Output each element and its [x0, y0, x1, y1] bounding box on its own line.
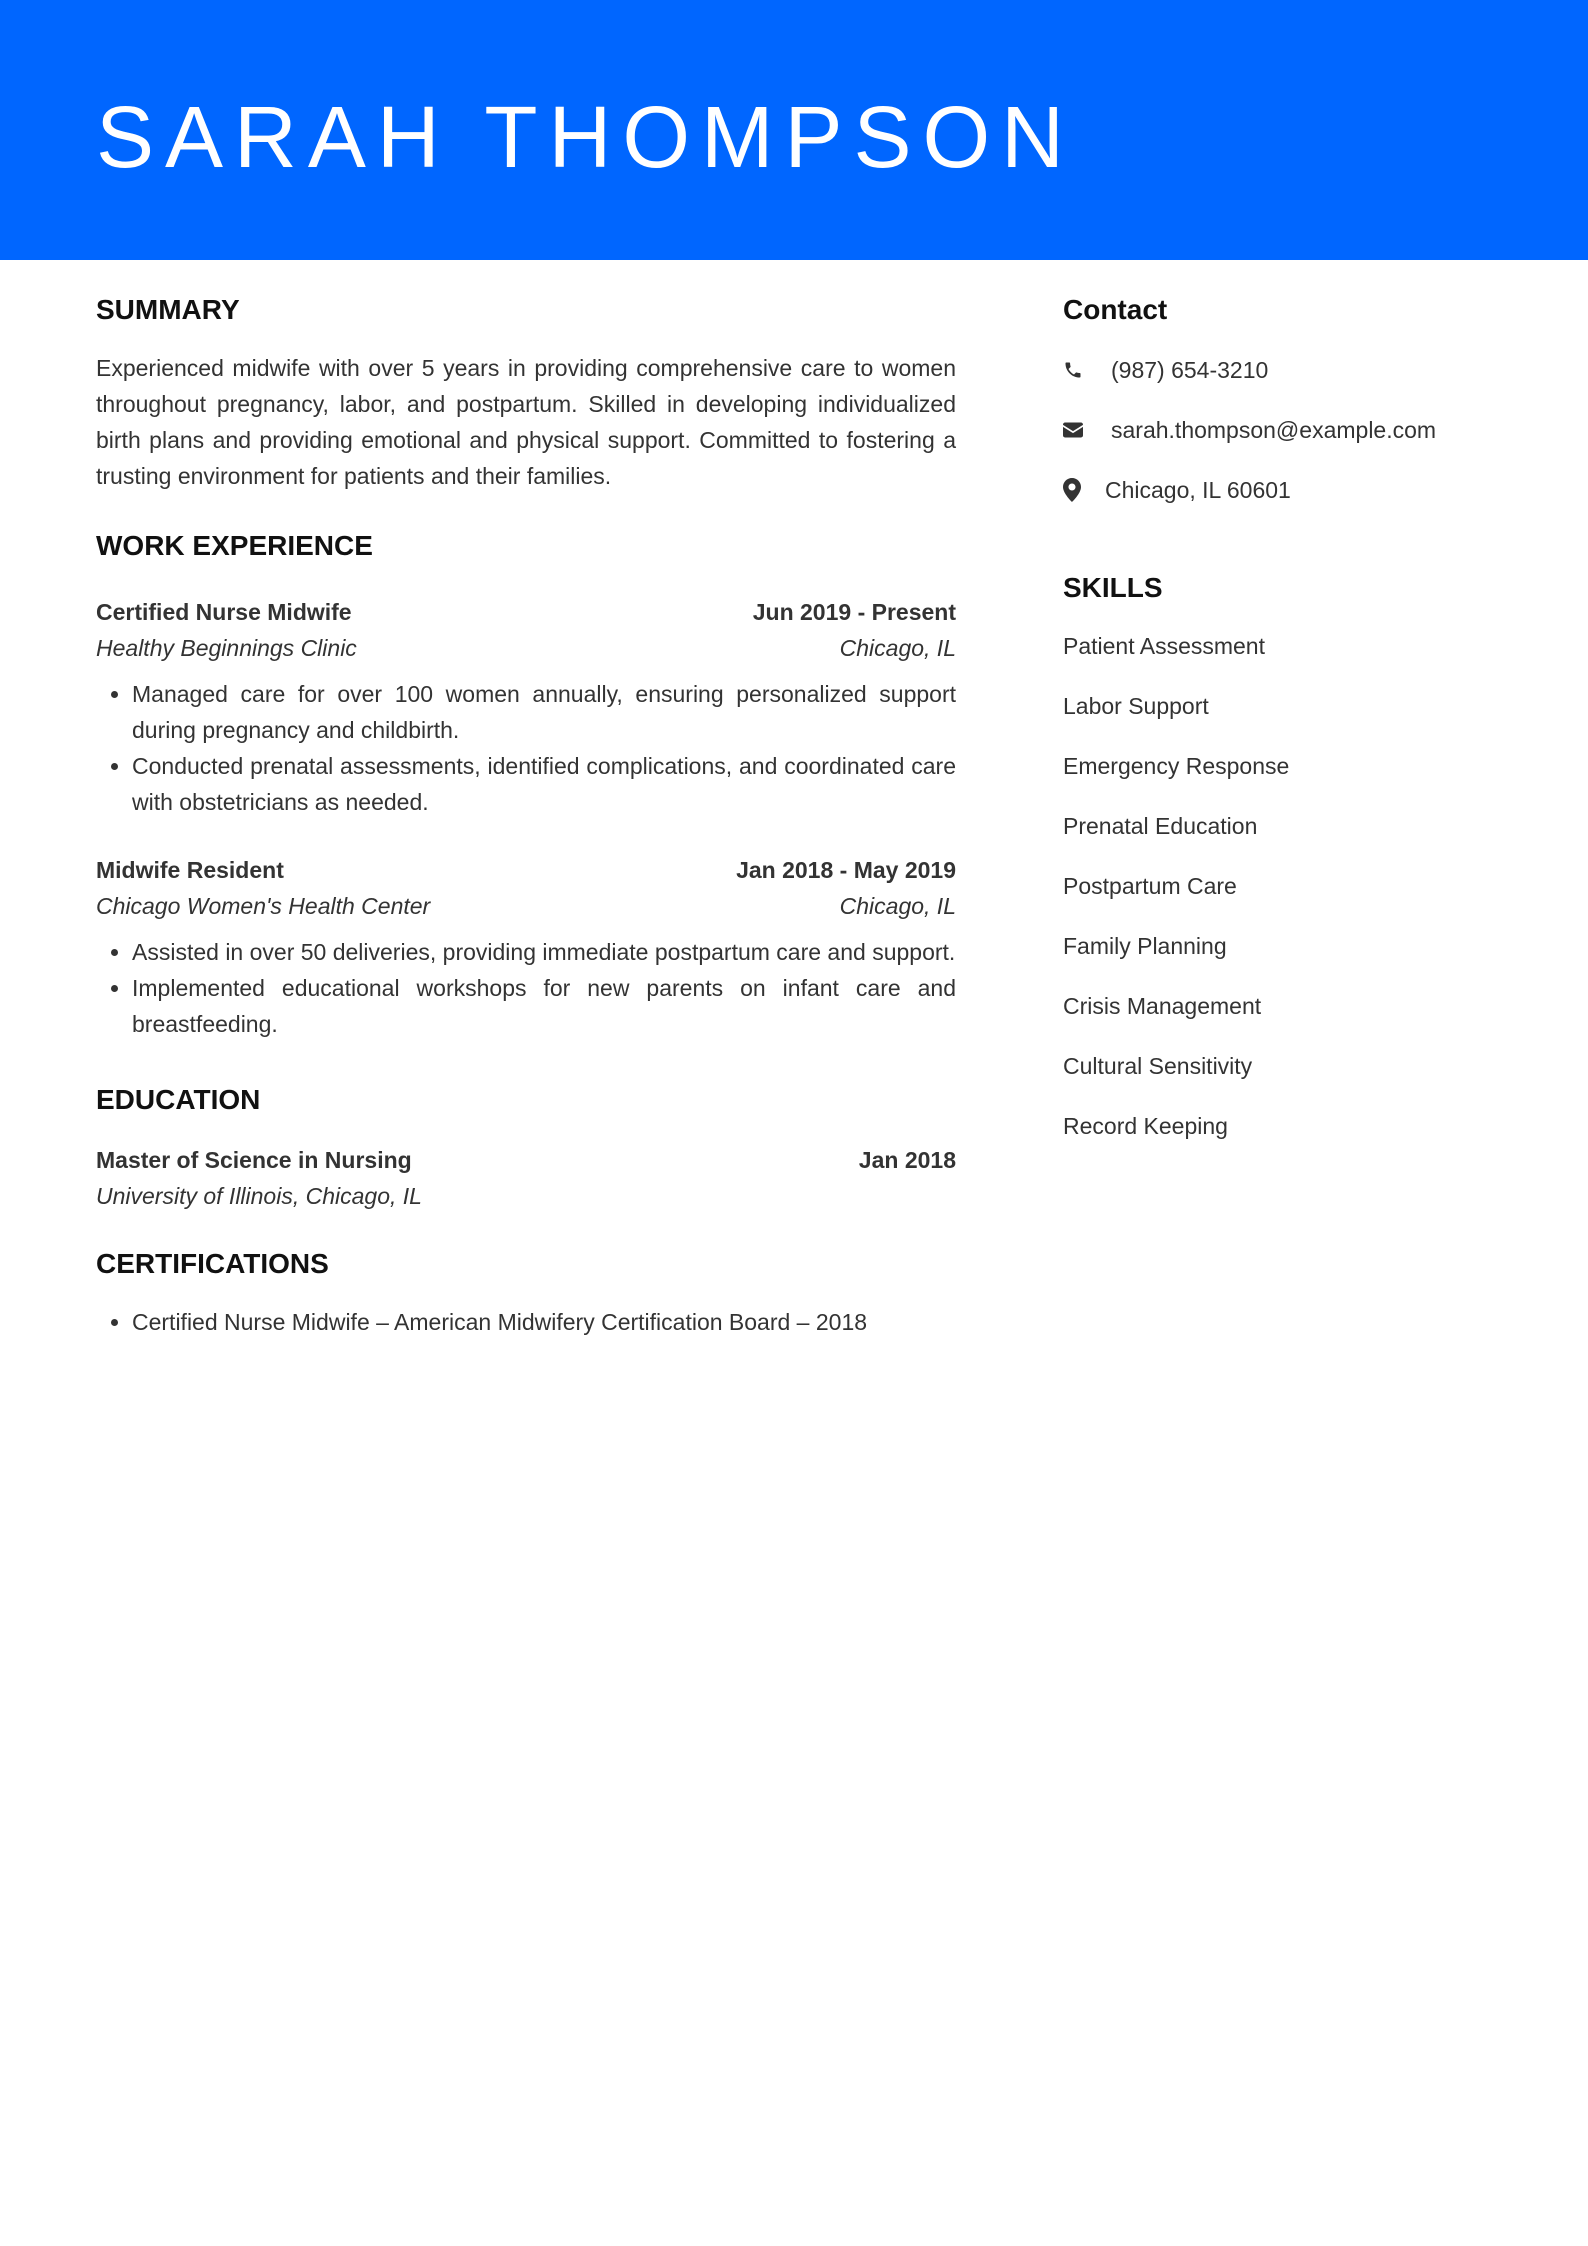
envelope-icon	[1063, 418, 1083, 442]
job-organization: Healthy Beginnings Clinic	[96, 635, 357, 661]
job-title: Certified Nurse Midwife	[96, 599, 352, 625]
skill-item: Prenatal Education	[1063, 813, 1258, 839]
skills-section	[1063, 568, 1503, 1144]
summary-section	[96, 290, 956, 494]
job-location: Chicago, IL	[839, 635, 956, 661]
job-bullet: • Implemented educational workshops for new parents on infant care and breastfeeding.	[132, 970, 956, 1042]
education-section	[96, 1080, 956, 1214]
phone-number: (987) 654-3210	[1111, 357, 1269, 383]
contact-heading: Contact	[1063, 294, 1168, 325]
job-title: Midwife Resident	[96, 857, 284, 883]
location-text: Chicago, IL 60601	[1105, 477, 1291, 503]
header-banner	[0, 0, 1588, 260]
certifications-section	[96, 1244, 956, 1340]
contact-phone	[1063, 352, 1503, 388]
work-experience-heading: WORK EXPERIENCE	[96, 530, 373, 561]
skill-item: Record Keeping	[1063, 1113, 1228, 1139]
job-organization: Chicago Women's Health Center	[96, 893, 431, 919]
main-column	[96, 290, 956, 1340]
map-pin-icon	[1063, 478, 1083, 502]
skill-item: Family Planning	[1063, 933, 1227, 959]
skills-list	[1063, 628, 1503, 1144]
graduation-date: Jan 2018	[858, 1147, 956, 1173]
phone-icon	[1063, 358, 1083, 382]
skill-item: Labor Support	[1063, 693, 1209, 719]
skill-item: Cultural Sensitivity	[1063, 1053, 1253, 1079]
education-heading: EDUCATION	[96, 1084, 261, 1115]
school-name: University of Illinois, Chicago, IL	[96, 1183, 422, 1209]
job-bullets	[96, 676, 956, 820]
job-entry	[96, 852, 956, 1042]
job-bullet: • Managed care for over 100 women annually, ensuring personalized support during pregnancy and childbirth.	[132, 676, 956, 748]
skills-heading: SKILLS	[1063, 572, 1163, 603]
job-bullets	[96, 934, 956, 1042]
summary-text: Experienced midwife with over 5 years in providing comprehensive care to women throughout pregnancy, labor, and postpartum. Skilled in developing individualized birth plans and providing emotional and physical support. Committed to fostering a trusting environment for patients and their families.	[96, 355, 956, 489]
work-experience-section	[96, 526, 956, 1042]
sidebar-column	[1063, 290, 1503, 1168]
contact-section	[1063, 290, 1503, 508]
job-dates: Jan 2018 - May 2019	[736, 857, 956, 883]
job-dates: Jun 2019 - Present	[752, 599, 956, 625]
skill-item: Emergency Response	[1063, 753, 1290, 779]
contact-location	[1063, 472, 1503, 508]
job-bullet: • Conducted prenatal assessments, identified complications, and coordinated care with obstetricians as needed.	[132, 748, 956, 820]
skill-item: Crisis Management	[1063, 993, 1262, 1019]
degree-name: Master of Science in Nursing	[96, 1147, 412, 1173]
certification-item: • Certified Nurse Midwife – American Midwifery Certification Board – 2018	[132, 1304, 956, 1340]
contact-email	[1063, 412, 1503, 448]
job-entry	[96, 594, 956, 820]
skill-item: Postpartum Care	[1063, 873, 1237, 899]
certifications-heading: CERTIFICATIONS	[96, 1248, 329, 1279]
email-address: sarah.thompson@example.com	[1111, 417, 1437, 443]
job-location: Chicago, IL	[839, 893, 956, 919]
summary-heading: SUMMARY	[96, 294, 240, 325]
candidate-name: SARAH THOMPSON	[96, 89, 1076, 186]
certification-list	[96, 1304, 956, 1340]
job-bullet: • Assisted in over 50 deliveries, providing immediate postpartum care and support.	[132, 934, 956, 970]
skill-item: Patient Assessment	[1063, 633, 1265, 659]
